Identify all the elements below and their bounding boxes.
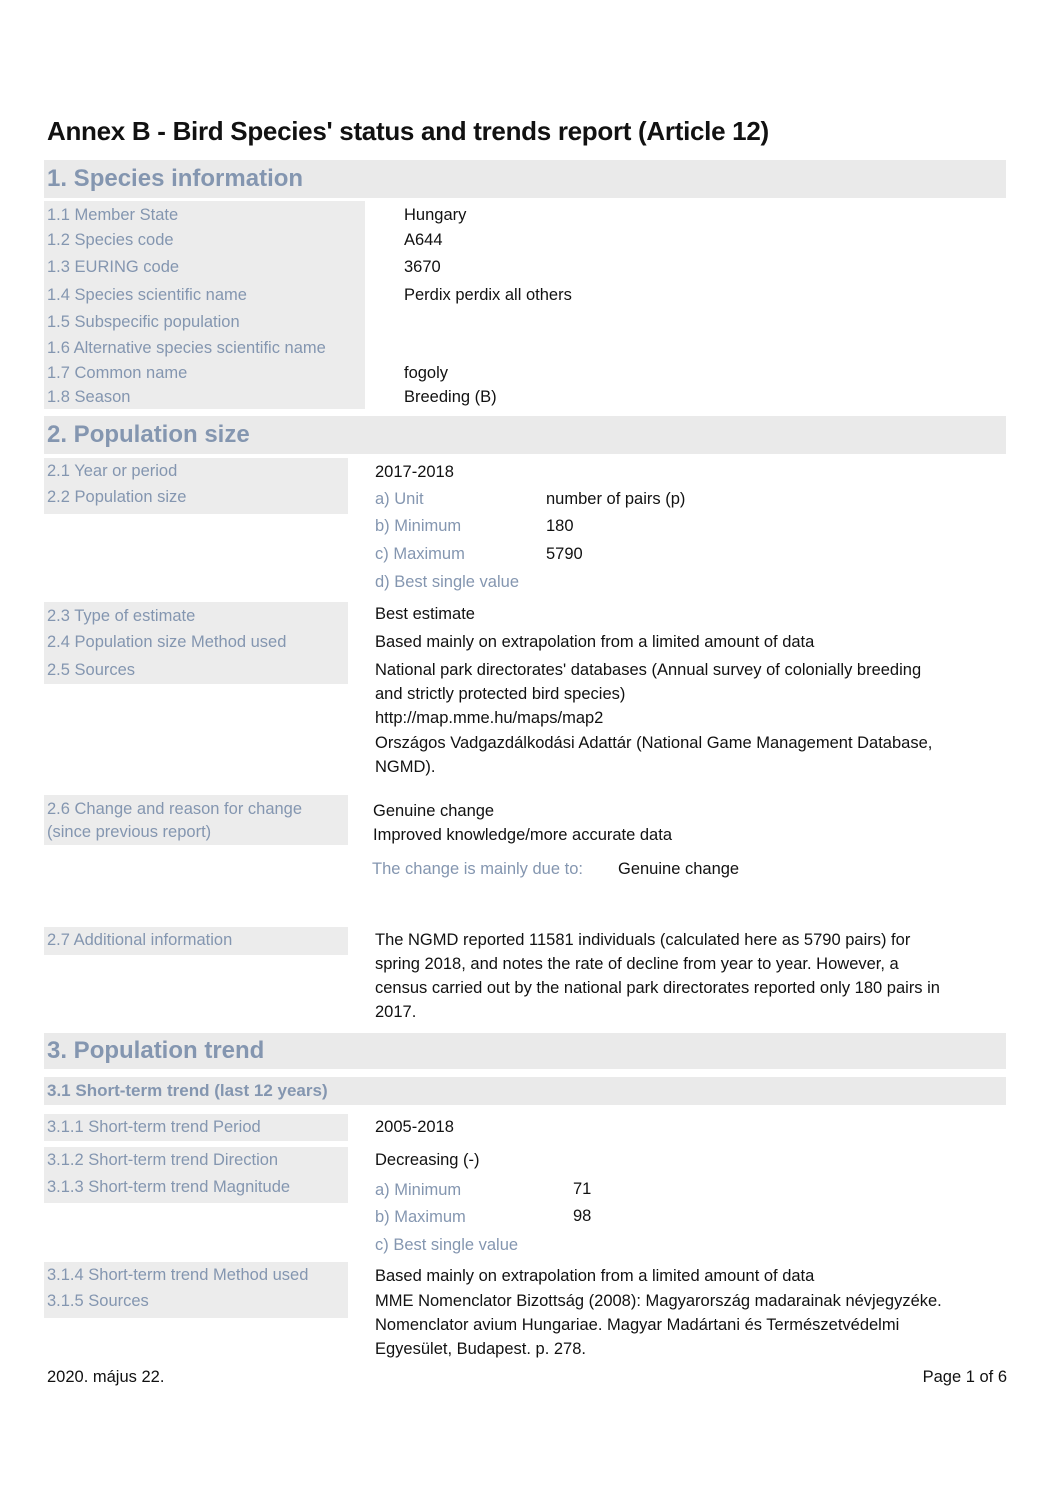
trend-method-label: 3.1.4 Short-term trend Method used	[47, 1266, 309, 1284]
source-link[interactable]: http://map.mme.hu/maps/map2	[375, 709, 604, 727]
trend-direction-label: 3.1.2 Short-term trend Direction	[47, 1151, 279, 1169]
population-size-label: 2.2 Population size	[47, 488, 187, 506]
trend-source-line: Nomenclator avium Hungariae. Magyar Madártani és Természetvédelmi	[375, 1316, 900, 1334]
common-name-value: fogoly	[404, 364, 449, 382]
trend-maximum-label: b) Maximum	[375, 1208, 466, 1226]
estimate-type-value: Best estimate	[375, 605, 475, 623]
section-2-title: 2. Population size	[47, 421, 250, 448]
footer-date: 2020. május 22.	[47, 1368, 165, 1386]
sources-label: 2.5 Sources	[47, 661, 136, 679]
trend-source-line: Egyesület, Budapest. p. 278.	[375, 1340, 586, 1358]
unit-label: a) Unit	[375, 490, 424, 508]
maximum-label: c) Maximum	[375, 545, 465, 563]
method-used-label: 2.4 Population size Method used	[47, 633, 287, 651]
trend-sources-label: 3.1.5 Sources	[47, 1292, 149, 1310]
member-state-value: Hungary	[404, 206, 467, 224]
source-line: NGMD).	[375, 758, 436, 776]
trend-period-label: 3.1.1 Short-term trend Period	[47, 1118, 261, 1136]
page-title: Annex B - Bird Species' status and trends report (Article 12)	[47, 116, 769, 146]
species-code-label: 1.2 Species code	[47, 231, 174, 249]
alternative-name-label: 1.6 Alternative species scientific name	[47, 339, 326, 357]
additional-info-line: spring 2018, and notes the rate of decline from year to year. However, a	[375, 955, 899, 973]
subsection-3-1-title: 3.1 Short-term trend (last 12 years)	[47, 1081, 328, 1100]
source-line: National park directorates' databases (Annual survey of colonially breeding	[375, 661, 922, 679]
change-value: Genuine change	[373, 802, 495, 820]
source-line: and strictly protected bird species)	[375, 685, 626, 703]
common-name-label: 1.7 Common name	[47, 364, 188, 382]
change-reason-label-sub: (since previous report)	[47, 823, 212, 841]
unit-value: number of pairs (p)	[546, 490, 686, 508]
year-period-label: 2.1 Year or period	[47, 462, 178, 480]
trend-best-value-label: c) Best single value	[375, 1236, 519, 1254]
euring-code-label: 1.3 EURING code	[47, 258, 180, 276]
maximum-value: 5790	[546, 545, 583, 563]
subsection-3-1-header	[44, 1077, 1006, 1105]
change-due-value: Genuine change	[618, 860, 740, 878]
change-due-label: The change is mainly due to:	[372, 860, 583, 878]
trend-source-line: MME Nomenclator Bizottság (2008): Magyarország madarainak névjegyzéke.	[375, 1292, 942, 1310]
page-number: Page 1 of 6	[922, 1368, 1007, 1386]
change-reason-label: 2.6 Change and reason for change	[47, 800, 303, 818]
section-3-header	[44, 1033, 1006, 1069]
minimum-value: 180	[546, 517, 574, 535]
section-3-title: 3. Population trend	[47, 1037, 265, 1064]
trend-maximum-value: 98	[573, 1207, 592, 1225]
section-1-header	[44, 160, 1006, 198]
section-1-title: 1. Species information	[47, 165, 304, 192]
member-state-label: 1.1 Member State	[47, 206, 179, 224]
trend-method-value: Based mainly on extrapolation from a limited amount of data	[375, 1267, 815, 1285]
additional-info-line: The NGMD reported 11581 individuals (calculated here as 5790 pairs) for	[375, 931, 911, 949]
best-single-value-label: d) Best single value	[375, 573, 519, 591]
trend-magnitude-label: 3.1.3 Short-term trend Magnitude	[47, 1178, 291, 1196]
additional-info-line: census carried out by the national park directorates reported only 180 pairs in	[375, 979, 940, 997]
euring-code-value: 3670	[404, 258, 441, 276]
method-value: Based mainly on extrapolation from a limited amount of data	[375, 633, 815, 651]
subspecific-population-label: 1.5 Subspecific population	[47, 313, 240, 331]
section-2-header	[44, 416, 1006, 454]
trend-minimum-label: a) Minimum	[375, 1181, 462, 1199]
trend-minimum-value: 71	[573, 1180, 592, 1198]
scientific-name-value: Perdix perdix all others	[404, 286, 572, 304]
trend-period-value: 2005-2018	[375, 1118, 454, 1136]
season-label: 1.8 Season	[47, 388, 131, 406]
change-reason-value: Improved knowledge/more accurate data	[373, 826, 672, 844]
source-line: Országos Vadgazdálkodási Adattár (National Game Management Database,	[375, 734, 933, 752]
trend-direction-value: Decreasing (-)	[375, 1151, 480, 1169]
additional-info-line: 2017.	[375, 1003, 417, 1021]
season-value: Breeding (B)	[404, 388, 497, 406]
additional-info-label: 2.7 Additional information	[47, 931, 233, 949]
minimum-label: b) Minimum	[375, 517, 462, 535]
species-code-value: A644	[404, 231, 443, 249]
scientific-name-label: 1.4 Species scientific name	[47, 286, 247, 304]
estimate-type-label: 2.3 Type of estimate	[47, 607, 196, 625]
population-period-value: 2017-2018	[375, 463, 454, 481]
